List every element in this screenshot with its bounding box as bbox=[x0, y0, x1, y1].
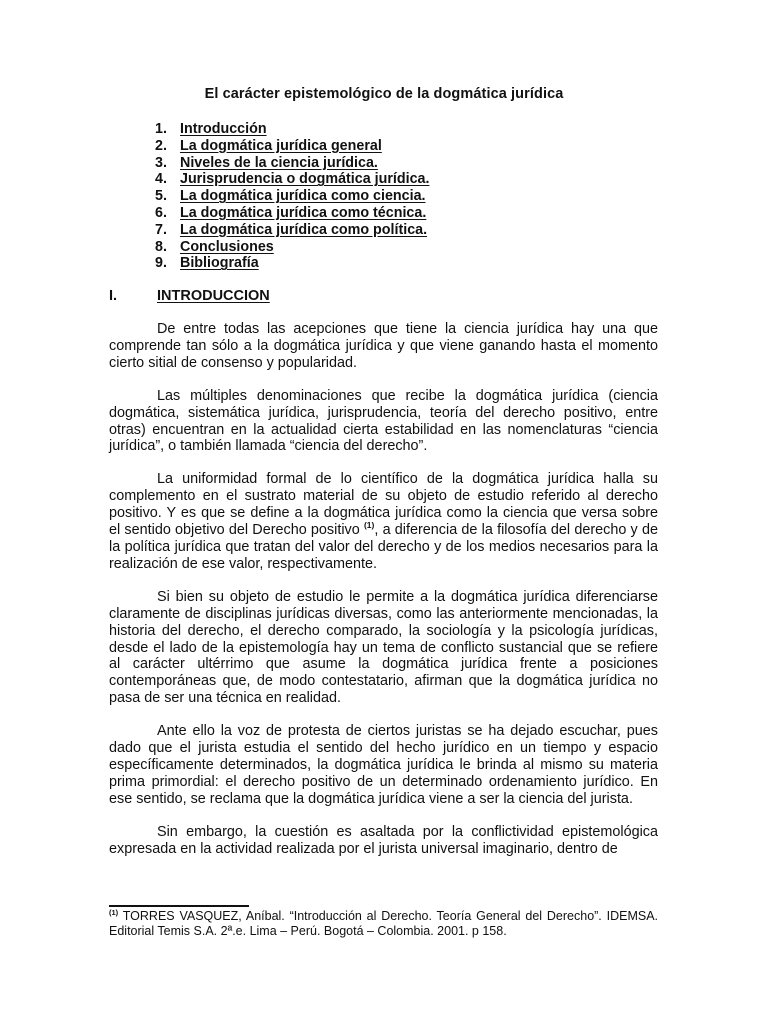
toc-number: 7. bbox=[155, 221, 167, 238]
toc-number: 8. bbox=[155, 238, 167, 255]
toc-link-jurisprudencia[interactable]: Jurisprudencia o dogmática jurídica. bbox=[180, 171, 430, 188]
section-number: I. bbox=[109, 288, 118, 304]
toc-number: 1. bbox=[155, 121, 167, 137]
toc-link-bibliografia[interactable]: Bibliografía bbox=[180, 255, 259, 272]
paragraph: Sin embargo, la cuestión es asaltada por la conflictividad epistemológica expresada en la actividad realizada por el jurista universal imaginario, dentro de bbox=[109, 823, 658, 857]
body-text bbox=[109, 321, 658, 857]
footnote bbox=[109, 909, 658, 939]
toc-item bbox=[155, 222, 429, 239]
toc-link-introduccion[interactable]: Introducción bbox=[180, 121, 267, 137]
toc-item bbox=[155, 155, 429, 172]
toc-link-tecnica[interactable]: La dogmática jurídica como técnica. bbox=[180, 204, 427, 221]
paragraph: De entre todas las acepciones que tiene la ciencia jurídica hay una que comprende tan sólo a la dogmática jurídica y que viene ganando hasta el momento cierto sitial de consenso y popularidad. bbox=[109, 321, 658, 371]
paragraph-text: , a diferencia de la filosofía del derecho y de la política jurídica que tratan del valor del derecho y de los medios necesarios para la realización de ese valor, respectivamente. bbox=[109, 522, 658, 572]
footnote-marker: (1) bbox=[109, 908, 119, 917]
toc-link-dogmatica-general[interactable]: La dogmática jurídica general bbox=[180, 137, 382, 154]
footnote-reference[interactable]: (1) bbox=[363, 520, 375, 531]
toc-item bbox=[155, 171, 429, 188]
paragraph: Si bien su objeto de estudio le permite a la dogmática jurídica diferenciarse claramente de disciplinas jurídicas diversas, como las anteriormente mencionadas, la historia del derecho, el derecho comparado, la sociología y la psicología jurídicas, desde el lado de la epistemología hay un tema de conflicto sustancial que se refiere al carácter ultérrimo que asume la dogmática jurídica frente a posiciones contemporáneas que, de modo contestatario, afirman que la dogmática jurídica no pasa de ser una técnica en realidad. bbox=[109, 588, 658, 707]
toc-link-ciencia[interactable]: La dogmática jurídica como ciencia. bbox=[180, 188, 426, 205]
footnote-separator bbox=[109, 905, 249, 907]
table-of-contents bbox=[155, 121, 429, 272]
paragraph: Las múltiples denominaciones que recibe la dogmática jurídica (ciencia dogmática, sistemática jurídica, jurisprudencia, teoría del derecho positivo, entre otras) encuentran en la actualidad cierta estabilidad en las nomenclaturas “ciencia jurídica”, o también llamada “ciencia del derecho”. bbox=[109, 387, 658, 455]
toc-number: 3. bbox=[155, 154, 167, 171]
toc-link-conclusiones[interactable]: Conclusiones bbox=[180, 238, 274, 255]
toc-link-niveles[interactable]: Niveles de la ciencia jurídica. bbox=[180, 154, 378, 171]
toc-number: 2. bbox=[155, 137, 167, 154]
paragraph-text: La uniformidad formal de lo científico de la dogmática jurídica halla su complemento en el sustrato material de su objeto de estudio referido al derecho positivo. Y es que se define a la dogmática jurídica como la ciencia que versa sobre el sentido objetivo del Derecho positivo bbox=[109, 471, 658, 539]
toc-item bbox=[155, 255, 429, 272]
toc-item bbox=[155, 205, 429, 222]
section-heading bbox=[109, 288, 270, 304]
toc-number: 5. bbox=[155, 188, 167, 205]
footnote-text: TORRES VASQUEZ, Aníbal. “Introducción al Derecho. Teoría General del Derecho”. IDEMSA. Editorial Temis S.A. 2ª.e. Lima – Perú. Bogotá – Colombia. 2001. p 158. bbox=[109, 909, 658, 938]
toc-item bbox=[155, 138, 429, 155]
toc-item bbox=[155, 121, 429, 138]
toc-number: 4. bbox=[155, 171, 167, 188]
toc-link-politica[interactable]: La dogmática jurídica como política. bbox=[180, 221, 428, 238]
section-title: INTRODUCCION bbox=[157, 288, 270, 304]
paragraph: Ante ello la voz de protesta de ciertos juristas se ha dejado escuchar, pues dado que el jurista estudia el sentido del hecho jurídico en un tiempo y espacio específicamente determinados, la dogmática jurídica le brinda al mismo su materia prima primordial: el derecho positivo de un determinado ordenamiento jurídico. En ese sentido, se reclama que la dogmática jurídica viene a ser la ciencia del jurista. bbox=[109, 723, 658, 807]
toc-item bbox=[155, 188, 429, 205]
toc-item bbox=[155, 239, 429, 256]
toc-number: 6. bbox=[155, 204, 167, 221]
paragraph bbox=[109, 471, 658, 572]
toc-number: 9. bbox=[155, 255, 167, 272]
document-title: El carácter epistemológico de la dogmática jurídica bbox=[204, 86, 564, 102]
